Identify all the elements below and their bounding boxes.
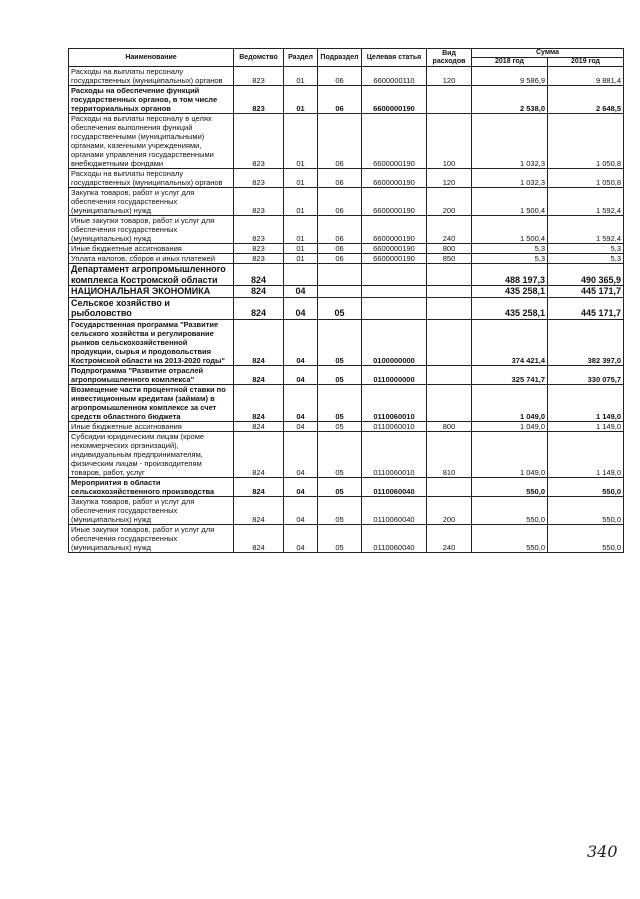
cell-dept: 824 — [234, 524, 284, 552]
cell-target: 6600000190 — [362, 244, 427, 254]
cell-2018: 550,0 — [472, 477, 548, 496]
cell-2018: 5,3 — [472, 254, 548, 264]
cell-2019: 445 171,7 — [548, 286, 624, 298]
cell-section: 01 — [284, 254, 318, 264]
cell-2018: 550,0 — [472, 496, 548, 524]
cell-dept: 823 — [234, 188, 284, 216]
cell-subsection: 05 — [318, 496, 362, 524]
cell-subsection: 05 — [318, 297, 362, 319]
cell-section: 04 — [284, 524, 318, 552]
cell-name: Мероприятия в области сельскохозяйственного производства — [69, 477, 234, 496]
cell-2018: 1 049,0 — [472, 384, 548, 421]
cell-target: 0110060040 — [362, 524, 427, 552]
cell-2019: 1 050,8 — [548, 169, 624, 188]
cell-subsection: 06 — [318, 169, 362, 188]
cell-subsection: 06 — [318, 254, 362, 264]
cell-2018: 2 538,0 — [472, 86, 548, 114]
table-row — [69, 477, 624, 496]
cell-dept: 824 — [234, 297, 284, 319]
cell-2019: 550,0 — [548, 477, 624, 496]
cell-target — [362, 264, 427, 286]
cell-target: 6600000190 — [362, 254, 427, 264]
cell-subsection: 06 — [318, 216, 362, 244]
table-row — [69, 169, 624, 188]
cell-subsection: 06 — [318, 67, 362, 86]
cell-dept: 823 — [234, 114, 284, 169]
cell-dept: 824 — [234, 365, 284, 384]
cell-section: 04 — [284, 496, 318, 524]
table-row — [69, 264, 624, 286]
header-2018: 2018 год — [472, 58, 548, 67]
header-sum: Сумма — [472, 49, 624, 58]
budget-table — [68, 48, 624, 553]
cell-2019: 490 365,9 — [548, 264, 624, 286]
cell-section: 01 — [284, 67, 318, 86]
cell-2019: 445 171,7 — [548, 297, 624, 319]
cell-2018: 550,0 — [472, 524, 548, 552]
cell-name: Субсидии юридическим лицам (кроме некоммерческих организаций), индивидуальным предпринимателям, физическим лицам - производителям товаров, работ, услуг — [69, 431, 234, 477]
cell-2019: 5,3 — [548, 244, 624, 254]
table-row — [69, 244, 624, 254]
cell-2019: 9 881,4 — [548, 67, 624, 86]
cell-section: 04 — [284, 286, 318, 298]
cell-target: 0110060040 — [362, 477, 427, 496]
cell-dept: 824 — [234, 384, 284, 421]
table-row — [69, 114, 624, 169]
cell-exp-type — [427, 86, 472, 114]
cell-exp-type: 800 — [427, 244, 472, 254]
cell-exp-type — [427, 286, 472, 298]
cell-target: 6600000190 — [362, 188, 427, 216]
cell-section: 04 — [284, 365, 318, 384]
cell-exp-type: 120 — [427, 67, 472, 86]
cell-2018: 9 586,9 — [472, 67, 548, 86]
cell-dept: 824 — [234, 496, 284, 524]
table-row — [69, 431, 624, 477]
cell-section: 04 — [284, 319, 318, 365]
table-row — [69, 86, 624, 114]
cell-name: Департамент агропромышленного комплекса Костромской области — [69, 264, 234, 286]
cell-exp-type: 810 — [427, 431, 472, 477]
cell-2019: 2 648,5 — [548, 86, 624, 114]
cell-exp-type — [427, 319, 472, 365]
cell-subsection — [318, 264, 362, 286]
cell-dept: 824 — [234, 319, 284, 365]
header-target: Целевая статья — [362, 49, 427, 67]
cell-2019: 1 592,4 — [548, 188, 624, 216]
cell-subsection: 05 — [318, 319, 362, 365]
cell-2018: 1 500,4 — [472, 216, 548, 244]
cell-name: Иные бюджетные ассигнования — [69, 421, 234, 431]
cell-2019: 1 149,0 — [548, 431, 624, 477]
cell-2018: 1 032,3 — [472, 114, 548, 169]
cell-subsection: 05 — [318, 477, 362, 496]
cell-exp-type: 100 — [427, 114, 472, 169]
cell-target — [362, 286, 427, 298]
cell-exp-type — [427, 365, 472, 384]
table-row — [69, 496, 624, 524]
header-section: Раздел — [284, 49, 318, 67]
cell-2018: 1 049,0 — [472, 421, 548, 431]
cell-dept: 823 — [234, 254, 284, 264]
cell-exp-type — [427, 477, 472, 496]
cell-name: Иные закупки товаров, работ и услуг для обеспечения государственных (муниципальных) нужд — [69, 524, 234, 552]
cell-exp-type: 850 — [427, 254, 472, 264]
cell-name: Возмещение части процентной ставки по инвестиционным кредитам (займам) в агропромышленном комплексе за счет средств областного бюджета — [69, 384, 234, 421]
table-row — [69, 297, 624, 319]
cell-subsection: 05 — [318, 365, 362, 384]
cell-name: Расходы на выплаты персоналу государственных (муниципальных) органов — [69, 67, 234, 86]
cell-subsection: 05 — [318, 384, 362, 421]
cell-exp-type — [427, 384, 472, 421]
cell-dept: 823 — [234, 244, 284, 254]
cell-dept: 824 — [234, 431, 284, 477]
cell-section: 04 — [284, 421, 318, 431]
table-row — [69, 421, 624, 431]
cell-2019: 5,3 — [548, 254, 624, 264]
cell-name: Подпрограмма "Развитие отраслей агропромышленного комплекса" — [69, 365, 234, 384]
cell-name: Закупка товаров, работ и услуг для обеспечения государственных (муниципальных) нужд — [69, 188, 234, 216]
cell-name: Сельское хозяйство и рыболовство — [69, 297, 234, 319]
cell-section: 04 — [284, 477, 318, 496]
cell-dept: 824 — [234, 421, 284, 431]
cell-exp-type — [427, 297, 472, 319]
cell-exp-type — [427, 264, 472, 286]
cell-2018: 1 500,4 — [472, 188, 548, 216]
cell-2019: 1 050,8 — [548, 114, 624, 169]
cell-section: 01 — [284, 216, 318, 244]
cell-target: 6600000190 — [362, 216, 427, 244]
cell-section: 01 — [284, 169, 318, 188]
header-name: Наименование — [69, 49, 234, 67]
table-row — [69, 384, 624, 421]
cell-2018: 5,3 — [472, 244, 548, 254]
table-row — [69, 319, 624, 365]
cell-name: Иные бюджетные ассигнования — [69, 244, 234, 254]
cell-name: Расходы на выплаты персоналу в целях обеспечения выполнения функций государственными (муниципальными) органами, казенными учреждениями, органами управления государственными внебюджетными фондами — [69, 114, 234, 169]
cell-name: Государственная программа "Развитие сельского хозяйства и регулирование рынков сельскохозяйственной продукции, сырья и продовольствия Костромской области на 2013-2020 годы" — [69, 319, 234, 365]
table-row — [69, 524, 624, 552]
cell-subsection: 05 — [318, 524, 362, 552]
cell-target — [362, 297, 427, 319]
cell-dept: 824 — [234, 286, 284, 298]
header-dept: Ведомство — [234, 49, 284, 67]
cell-subsection: 06 — [318, 114, 362, 169]
cell-target: 6600000110 — [362, 67, 427, 86]
cell-target: 0110060010 — [362, 421, 427, 431]
cell-name: Уплата налогов, сборов и иных платежей — [69, 254, 234, 264]
cell-section: 04 — [284, 297, 318, 319]
cell-target: 0100000000 — [362, 319, 427, 365]
header-2019: 2019 год — [548, 58, 624, 67]
cell-name: Закупка товаров, работ и услуг для обеспечения государственных (муниципальных) нужд — [69, 496, 234, 524]
cell-subsection — [318, 286, 362, 298]
cell-exp-type: 200 — [427, 188, 472, 216]
cell-dept: 824 — [234, 264, 284, 286]
cell-2019: 1 592,4 — [548, 216, 624, 244]
cell-2019: 1 149,0 — [548, 384, 624, 421]
cell-target: 6600000190 — [362, 86, 427, 114]
cell-name: Иные закупки товаров, работ и услуг для обеспечения государственных (муниципальных) нужд — [69, 216, 234, 244]
table-body — [69, 67, 624, 553]
cell-2019: 550,0 — [548, 524, 624, 552]
table-row — [69, 188, 624, 216]
cell-subsection: 06 — [318, 188, 362, 216]
cell-section — [284, 264, 318, 286]
table-row — [69, 216, 624, 244]
cell-section: 04 — [284, 431, 318, 477]
cell-subsection: 05 — [318, 431, 362, 477]
cell-2018: 1 032,3 — [472, 169, 548, 188]
cell-target: 0110000000 — [362, 365, 427, 384]
table-row — [69, 365, 624, 384]
cell-dept: 824 — [234, 477, 284, 496]
cell-2019: 550,0 — [548, 496, 624, 524]
cell-subsection: 06 — [318, 244, 362, 254]
cell-exp-type: 120 — [427, 169, 472, 188]
cell-2018: 435 258,1 — [472, 286, 548, 298]
page-number: 340 — [587, 842, 618, 861]
header-exp-type: Вид расходов — [427, 49, 472, 67]
cell-section: 01 — [284, 114, 318, 169]
header-subsection: Подраздел — [318, 49, 362, 67]
cell-2019: 1 149,0 — [548, 421, 624, 431]
cell-target: 0110060010 — [362, 431, 427, 477]
cell-2018: 374 421,4 — [472, 319, 548, 365]
cell-2018: 435 258,1 — [472, 297, 548, 319]
table-row — [69, 67, 624, 86]
cell-name: Расходы на выплаты персоналу государственных (муниципальных) органов — [69, 169, 234, 188]
cell-name: Расходы на обеспечение функций государственных органов, в том числе территориальных органов — [69, 86, 234, 114]
cell-name: НАЦИОНАЛЬНАЯ ЭКОНОМИКА — [69, 286, 234, 298]
cell-subsection: 05 — [318, 421, 362, 431]
cell-exp-type: 800 — [427, 421, 472, 431]
cell-section: 01 — [284, 86, 318, 114]
cell-2018: 1 049,0 — [472, 431, 548, 477]
table-row — [69, 254, 624, 264]
cell-exp-type: 240 — [427, 524, 472, 552]
cell-2019: 330 075,7 — [548, 365, 624, 384]
cell-exp-type: 240 — [427, 216, 472, 244]
cell-subsection: 06 — [318, 86, 362, 114]
cell-2018: 488 197,3 — [472, 264, 548, 286]
cell-section: 01 — [284, 244, 318, 254]
cell-2018: 325 741,7 — [472, 365, 548, 384]
cell-dept: 823 — [234, 67, 284, 86]
cell-dept: 823 — [234, 216, 284, 244]
cell-2019: 382 397,0 — [548, 319, 624, 365]
cell-dept: 823 — [234, 169, 284, 188]
cell-section: 04 — [284, 384, 318, 421]
cell-exp-type: 200 — [427, 496, 472, 524]
cell-target: 6600000190 — [362, 169, 427, 188]
cell-target: 6600000190 — [362, 114, 427, 169]
cell-section: 01 — [284, 188, 318, 216]
cell-dept: 823 — [234, 86, 284, 114]
cell-target: 0110060040 — [362, 496, 427, 524]
cell-target: 0110060010 — [362, 384, 427, 421]
table-row — [69, 286, 624, 298]
